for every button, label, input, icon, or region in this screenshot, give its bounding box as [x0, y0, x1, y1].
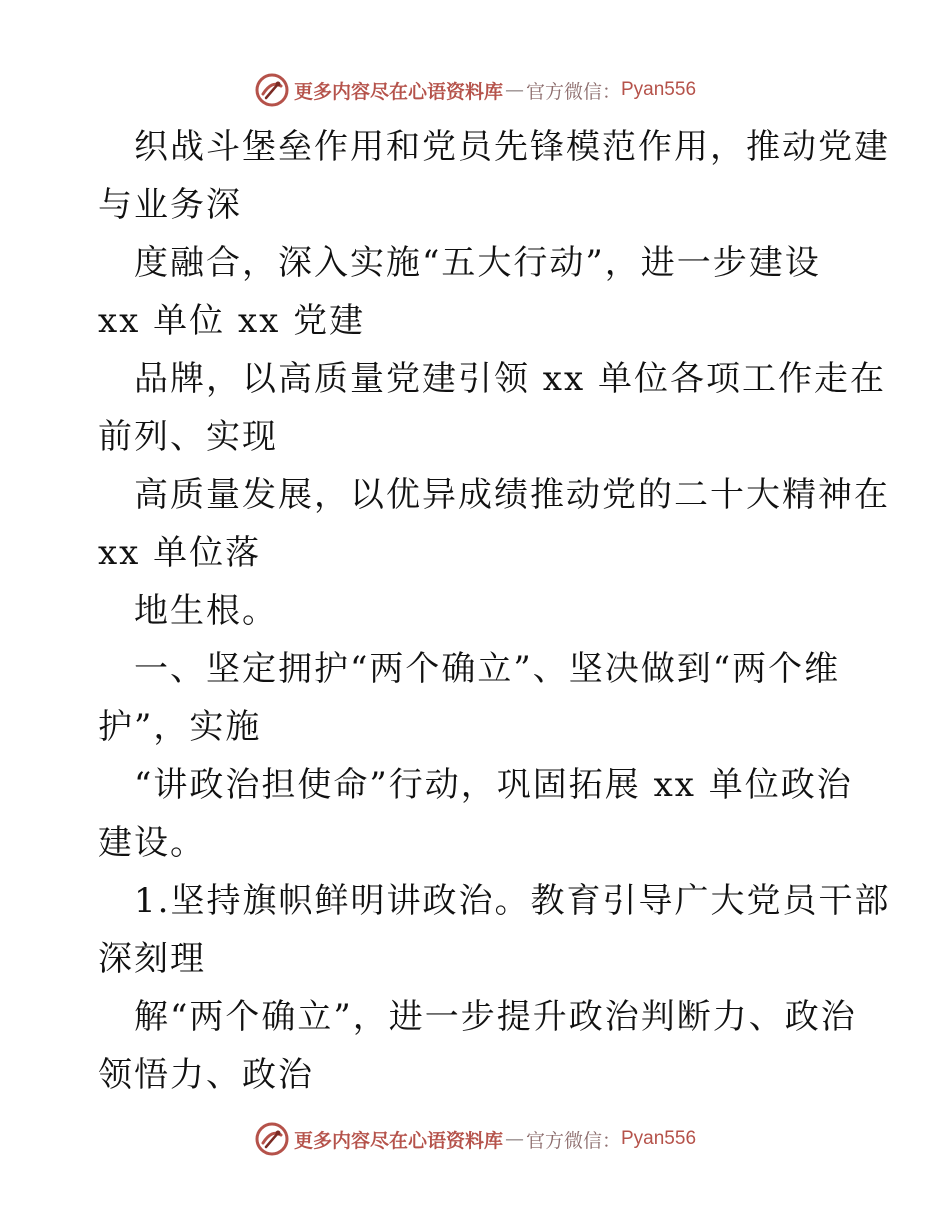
body-line: xx 单位落 [98, 533, 262, 573]
body-line: 建设。 [98, 823, 206, 863]
body-line: 地生根。 [134, 591, 278, 631]
body-line: “讲政治担使命”行动，巩固拓展 xx 单位政治 [134, 765, 853, 805]
document-body [98, 118, 891, 1104]
body-line: xx 单位 xx 党建 [98, 301, 366, 341]
brand-logo-icon [254, 72, 290, 108]
watermark-wechat-label: 官方微信： [525, 1129, 621, 1152]
watermark-wechat-label: 官方微信： [525, 80, 621, 103]
body-line: 与业务深 [98, 185, 242, 225]
brand-logo-icon [254, 1121, 290, 1157]
body-line: 品牌，以高质量党建引领 xx 单位各项工作走在 [134, 359, 886, 399]
watermark-tagline: 更多内容尽在心语资料库 [293, 1129, 503, 1152]
watermark-banner-top [0, 70, 950, 110]
body-line: 前列、实现 [98, 417, 278, 457]
section-heading: 一、坚定拥护“两个确立”、坚决做到“两个维 [134, 649, 841, 689]
watermark-wechat-id: Pyan556 [621, 79, 697, 100]
body-line: 深刻理 [98, 939, 206, 979]
body-line: 度融合，深入实施“五大行动”，进一步建设 [134, 243, 821, 283]
section-heading: 护”，实施 [98, 707, 262, 747]
body-line: 高质量发展，以优异成绩推动党的二十大精神在 [134, 475, 890, 515]
body-line: 1.坚持旗帜鲜明讲政治。教育引导广大党员干部 [134, 881, 891, 921]
watermark-tagline: 更多内容尽在心语资料库 [293, 80, 503, 103]
watermark-separator: — [504, 79, 524, 101]
body-line: 织战斗堡垒作用和党员先锋模范作用，推动党建 [134, 127, 890, 167]
watermark-separator: — [504, 1128, 524, 1150]
body-line: 领悟力、政治 [98, 1055, 314, 1095]
body-line: 解“两个确立”，进一步提升政治判断力、政治 [134, 997, 857, 1037]
watermark-wechat-id: Pyan556 [621, 1128, 697, 1149]
watermark-banner-bottom [0, 1119, 950, 1159]
